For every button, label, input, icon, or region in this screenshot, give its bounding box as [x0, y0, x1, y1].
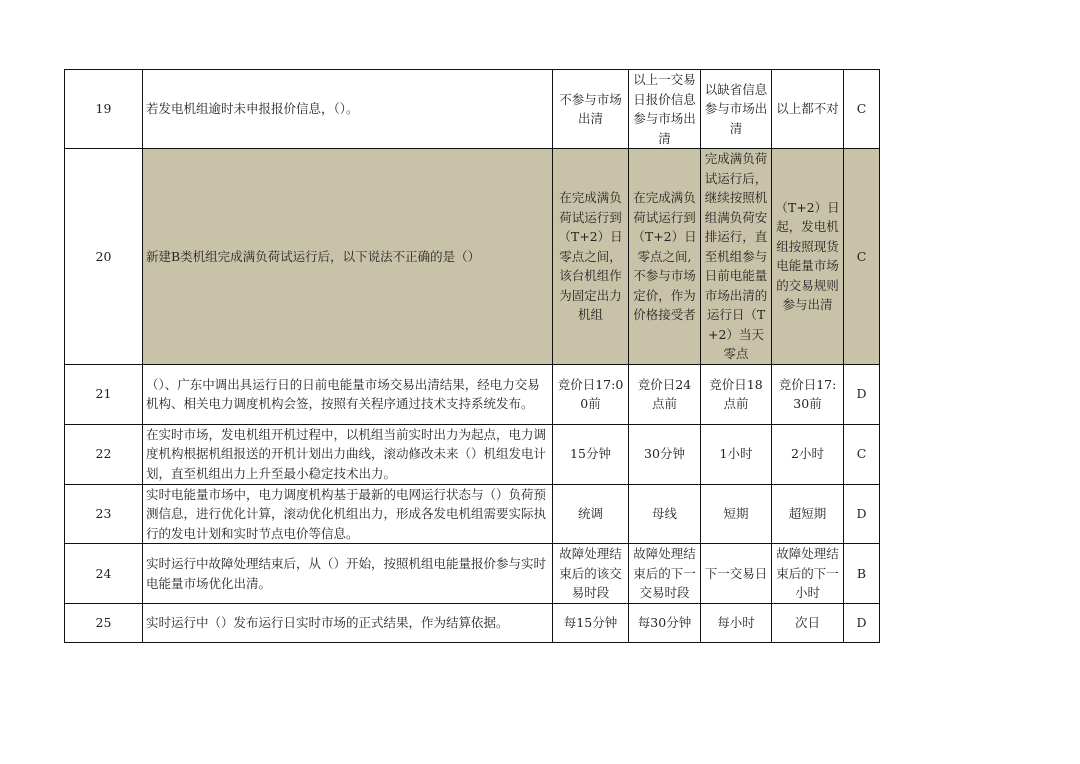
answer-cell: B — [844, 544, 880, 604]
question-table — [64, 69, 880, 643]
question-text: 在实时市场，发电机组开机过程中，以机组当前实时出力为起点，电力调度机构根据机组报送的开机计划出力曲线，滚动修改未来（）机组发电计划，直至机组出力上升至最小稳定技术出力。 — [143, 424, 553, 484]
table-row — [65, 544, 880, 604]
answer-cell: D — [844, 364, 880, 424]
question-text: 若发电机组逾时未申报报价信息，（）。 — [143, 70, 553, 149]
question-text: （）、广东中调出具运行日的日前电能量市场交易出清结果，经电力交易机构、相关电力调度机构会签，按照有关程序通过技术支持系统发布。 — [143, 364, 553, 424]
answer-cell: C — [844, 70, 880, 149]
question-number: 22 — [65, 424, 143, 484]
option-b: 母线 — [629, 484, 701, 544]
question-number: 19 — [65, 70, 143, 149]
option-c: 每小时 — [701, 604, 772, 643]
option-a: 每15分钟 — [553, 604, 629, 643]
option-a: 15分钟 — [553, 424, 629, 484]
answer-cell: C — [844, 424, 880, 484]
option-d: 以上都不对 — [772, 70, 844, 149]
option-a: 在完成满负荷试运行到（T+2）日零点之间，该台机组作为固定出力机组 — [553, 149, 629, 365]
answer-cell: D — [844, 484, 880, 544]
table-row-highlighted — [65, 149, 880, 365]
question-text: 实时运行中故障处理结束后，从（）开始，按照机组电能量报价参与实时电能量市场优化出清。 — [143, 544, 553, 604]
answer-cell: D — [844, 604, 880, 643]
option-d: 故障处理结束后的下一小时 — [772, 544, 844, 604]
option-b: 30分钟 — [629, 424, 701, 484]
option-c: 短期 — [701, 484, 772, 544]
option-d: 2小时 — [772, 424, 844, 484]
option-b: 在完成满负荷试运行到（T+2）日零点之间,不参与市场定价，作为价格接受者 — [629, 149, 701, 365]
option-a: 不参与市场出清 — [553, 70, 629, 149]
option-b: 以上一交易日报价信息参与市场出清 — [629, 70, 701, 149]
option-b: 竞价日24点前 — [629, 364, 701, 424]
answer-cell: C — [844, 149, 880, 365]
question-number: 21 — [65, 364, 143, 424]
table-row — [65, 484, 880, 544]
option-d: 竞价日17:30前 — [772, 364, 844, 424]
option-c: 竞价日18点前 — [701, 364, 772, 424]
question-text: 实时电能量市场中，电力调度机构基于最新的电网运行状态与（）负荷预测信息，进行优化计算，滚动优化机组出力，形成各发电机组需要实际执行的发电计划和实时节点电价等信息。 — [143, 484, 553, 544]
option-c: 1小时 — [701, 424, 772, 484]
table-row — [65, 604, 880, 643]
option-c: 下一交易日 — [701, 544, 772, 604]
option-c: 以缺省信息参与市场出清 — [701, 70, 772, 149]
option-a: 统调 — [553, 484, 629, 544]
option-a: 竞价日17:00前 — [553, 364, 629, 424]
option-c: 完成满负荷试运行后，继续按照机组满负荷安排运行，直至机组参与日前电能量市场出清的运行日（T+2）当天零点 — [701, 149, 772, 365]
question-number: 20 — [65, 149, 143, 365]
question-number: 25 — [65, 604, 143, 643]
option-d: 次日 — [772, 604, 844, 643]
option-b: 故障处理结束后的下一交易时段 — [629, 544, 701, 604]
option-d: （T+2）日起，发电机组按照现货电能量市场的交易规则参与出清 — [772, 149, 844, 365]
option-b: 每30分钟 — [629, 604, 701, 643]
question-number: 24 — [65, 544, 143, 604]
option-a: 故障处理结束后的该交易时段 — [553, 544, 629, 604]
question-text: 实时运行中（）发布运行日实时市场的正式结果，作为结算依据。 — [143, 604, 553, 643]
option-d: 超短期 — [772, 484, 844, 544]
table-row — [65, 424, 880, 484]
question-text: 新建B类机组完成满负荷试运行后，以下说法不正确的是（） — [143, 149, 553, 365]
question-number: 23 — [65, 484, 143, 544]
table-row — [65, 70, 880, 149]
table-row — [65, 364, 880, 424]
